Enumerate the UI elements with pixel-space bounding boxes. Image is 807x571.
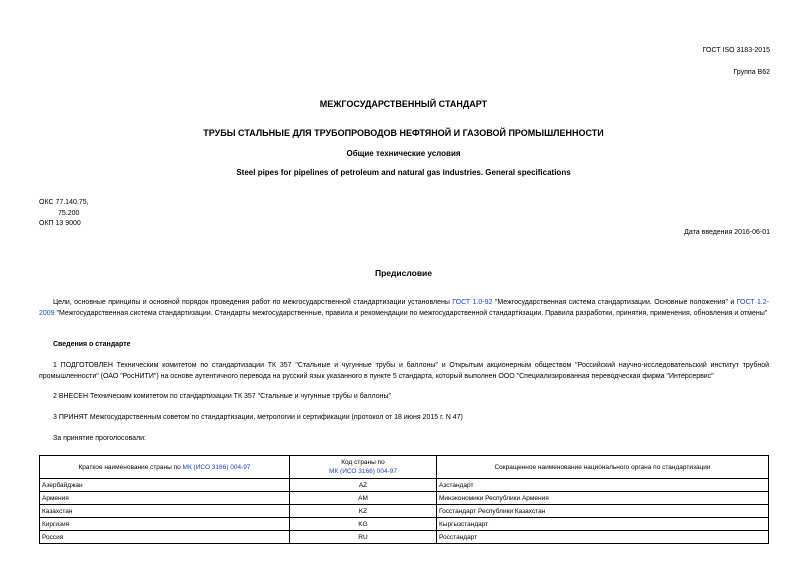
national-body-cell: Кыргызстандарт [437, 518, 769, 531]
preface-text-part2: "Межгосударственная система стандартизации. Основные положения" и [492, 299, 737, 306]
country-cell: Россия [40, 531, 290, 544]
okp-code: ОКП 13 9000 [39, 220, 81, 227]
document-subtitle-ru: Общие технические условия [346, 149, 461, 158]
country-code-cell: KZ [290, 505, 437, 518]
gost-1-2-2009-link[interactable]: ГОСТ 1.2-2009 [39, 299, 770, 317]
document-title-ru: ТРУБЫ СТАЛЬНЫЕ ДЛЯ ТРУБОПРОВОДОВ НЕФТЯНОЙ И ГАЗОВОЙ ПРОМЫШЛЕННОСТИ [203, 128, 604, 138]
table-header-row [40, 456, 769, 479]
country-cell: Армения [40, 492, 290, 505]
table-row [40, 492, 769, 505]
introduction-date: Дата введения 2016-06-01 [684, 229, 770, 236]
table-row [40, 531, 769, 544]
standard-type-heading: МЕЖГОСУДАРСТВЕННЫЙ СТАНДАРТ [319, 99, 488, 109]
national-body-cell: Азстандарт [437, 479, 769, 492]
standard-info-heading: Сведения о стандарте [53, 341, 131, 348]
table-row [40, 505, 769, 518]
preface-item-2: 2 ВНЕСЕН Техническим комитетом по стандартизации ТК 357 "Стальные и чугунные трубы и баллоны" [53, 393, 391, 400]
oks-code-continuation: 75.200 [58, 210, 80, 217]
table-row [40, 479, 769, 492]
document-group: Группа В62 [733, 69, 770, 76]
national-body-cell: Минэкономики Республики Армения [437, 492, 769, 505]
table-row [40, 518, 769, 531]
preface-paragraph [39, 297, 769, 319]
country-code-cell: AM [290, 492, 437, 505]
oks-code: ОКС 77.140.75, [39, 199, 89, 206]
preface-text-part1: Цели, основные принципы и основной порядок проведения работ по межгосударственной стандартизации установлены [53, 299, 453, 306]
country-cell: Азербайджан [40, 479, 290, 492]
country-cell: Киргизия [40, 518, 290, 531]
preface-heading: Предисловие [374, 268, 433, 278]
preface-item-3: 3 ПРИНЯТ Межгосударственным советом по стандартизации, метрологии и сертификации (протокол от 18 июня 2015 г. N 47) [53, 414, 463, 421]
voted-caption: За принятие проголосовали: [53, 435, 146, 442]
preface-item-1: 1 ПОДГОТОВЛЕН Техническим комитетом по стандартизации ТК 357 "Стальные и чугунные трубы и баллоны" и Открытым акционерным обществом "Российский научно-исследовательский институт трубной промышленности" (ОАО "РосНИТИ") на основе аутентичного перевода на русский язык указанного в пункте 5 стандарта, который выполнен ООО "Специализированная переводческая фирма "Интерсервис" [39, 362, 769, 380]
mk-iso-3166-code-link[interactable]: МК (ИСО 3166) 004-97 [329, 468, 397, 475]
column-header-country [40, 456, 290, 479]
country-code-cell: AZ [290, 479, 437, 492]
country-cell: Казахстан [40, 505, 290, 518]
column-header-country-text: Краткое наименование страны по [78, 463, 183, 471]
column-header-code-text: Код страны по [341, 459, 385, 466]
national-body-cell: Госстандарт Республики Казахстан [437, 505, 769, 518]
voting-countries-table [39, 455, 769, 544]
column-header-code [290, 456, 437, 479]
document-title-en: Steel pipes for pipelines of petroleum and natural gas industries. General specifications [236, 168, 571, 177]
national-body-cell: Росстандарт [437, 531, 769, 544]
gost-1-0-92-link[interactable]: ГОСТ 1.0-92 [452, 299, 493, 306]
column-header-national-body: Сокращенное наименование национального органа по стандартизации [437, 456, 769, 479]
mk-iso-3166-link[interactable]: МК (ИСО 3166) 004-97 [182, 463, 251, 471]
preface-text-part3: "Межгосударственная система стандартизации. Стандарты межгосударственные, правила и рекомендации по межгосударственной стандартизации. Правила разработки, принятия, применения, обновления и отмены" [54, 310, 768, 317]
document-code: ГОСТ ISO 3183-2015 [702, 47, 770, 54]
country-code-cell: RU [290, 531, 437, 544]
country-code-cell: KG [290, 518, 437, 531]
